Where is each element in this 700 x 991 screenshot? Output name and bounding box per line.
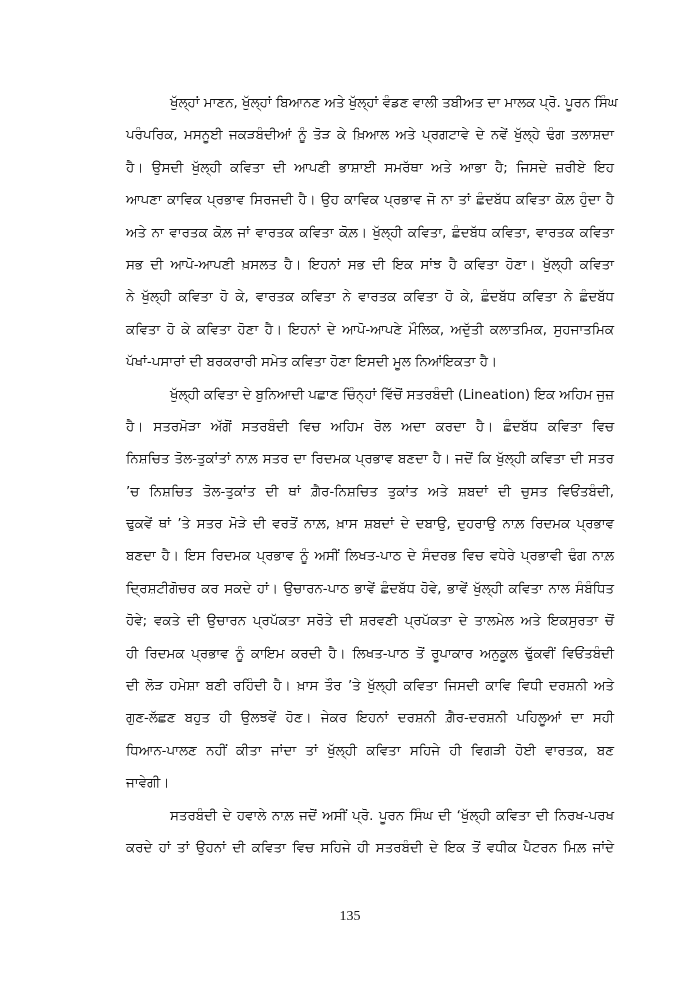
paragraph-2 [126,380,614,801]
text-line: ਗੁਣ-ਲੱਛਣ ਬਹੁਤ ਹੀ ਉਲਝਵੇਂ ਹੋਣ। ਜੇਕਰ ਇਹਨਾਂ ਦਰਸ਼ਨੀ ਗ਼ੈਰ-ਦਰਸ਼ਨੀ ਪਹਿਲੂਆਂ ਦਾ ਸਹੀ [126,711,614,727]
document-page-body [126,88,618,865]
text-line: ਹੀ ਰਿਦਮਕ ਪ੍ਰਭਾਵ ਨੂੰ ਕਾਇਮ ਕਰਦੀ ਹੈ। ਲਿਖਤ-ਪਾਠ ਤੋਂ ਰੂਪਾਕਾਰ ਅਨੁਕੂਲ ਢੁੱਕਵੀਂ ਵਿਓਂਤਬੰਦੀ [126,646,614,662]
text-line: ਕਵਿਤਾ ਹੋ ਕੇ ਕਵਿਤਾ ਹੋਣਾ ਹੈ। ਇਹਨਾਂ ਦੇ ਆਪੋ-ਆਪਣੇ ਮੌਲਿਕ, ਅਦੁੱਤੀ ਕਲਾਤਮਿਕ, ਸੁਹਜਾਤਮਿਕ [126,322,614,338]
text-line: ਹੋਵੇ; ਵਕਤੇ ਦੀ ਉਚਾਰਨ ਪ੍ਰਪੱਕਤਾ ਸਰੋਤੇ ਦੀ ਸ਼ਰਵਣੀ ਪ੍ਰਪੱਕਤਾ ਦੇ ਤਾਲਮੇਲ ਅਤੇ ਇਕਸੁਰਤਾ ਚੋਂ [126,614,614,630]
text-line: ਦੀ ਲੋੜ ਹਮੇਸ਼ਾ ਬਣੀ ਰਹਿੰਦੀ ਹੈ। ਖ਼ਾਸ ਤੌਰ ’ਤੇ ਖੁੱਲ੍ਹੀ ਕਵਿਤਾ ਜਿਸਦੀ ਕਾਵਿ ਵਿਧੀ ਦਰਸ਼ਨੀ ਅਤੇ [126,679,614,695]
text-line: ਖੁੱਲ੍ਹੀ ਕਵਿਤਾ ਦੇ ਬੁਨਿਆਦੀ ਪਛਾਣ ਚਿੰਨ੍ਹਾਂ ਵਿੱਚੋਂ ਸਤਰਬੰਦੀ (Lineation) ਇਕ ਅਹਿਮ ਜੁਜ਼ [170,387,614,403]
text-line: ਅਤੇ ਨਾ ਵਾਰਤਕ ਕੋਲ਼ ਜਾਂ ਵਾਰਤਕ ਕਵਿਤਾ ਕੋਲ਼। ਖੁੱਲ੍ਹੀ ਕਵਿਤਾ, ਛੰਦਬੱਧ ਕਵਿਤਾ, ਵਾਰਤਕ ਕਵਿਤਾ [126,225,614,241]
text-line: ਨਿਸ਼ਚਿਤ ਤੋਲ-ਤੁਕਾਂਤਾਂ ਨਾਲ਼ ਸਤਰ ਦਾ ਰਿਦਮਕ ਪ੍ਰਭਾਵ ਬਣਦਾ ਹੈ। ਜਦੋਂ ਕਿ ਖੁੱਲ੍ਹੀ ਕਵਿਤਾ ਦੀ ਸਤਰ [126,452,614,468]
paragraph-3 [126,801,614,866]
text-line: ਢੁਕਵੇਂ ਥਾਂ ’ਤੇ ਸਤਰ ਮੋੜੇ ਦੀ ਵਰਤੋਂ ਨਾਲ਼, ਖ਼ਾਸ ਸ਼ਬਦਾਂ ਦੇ ਦਬਾਉ, ਦੁਹਰਾਉ ਨਾਲ਼ ਰਿਦਮਕ ਪ੍ਰਭਾਵ [126,517,614,533]
text-line: ਪਰੰਪਰਿਕ, ਮਸਨੂਈ ਜਕੜਬੰਦੀਆਂ ਨੂੰ ਤੋੜ ਕੇ ਖ਼ਿਆਲ ਅਤੇ ਪ੍ਰਗਟਾਵੇ ਦੇ ਨਵੇਂ ਖੁੱਲ੍ਹੇ ਢੰਗ ਤਲਾਸ਼ਦਾ [126,128,614,144]
text-line: ਸਤਰਬੰਦੀ ਦੇ ਹਵਾਲੇ ਨਾਲ਼ ਜਦੋਂ ਅਸੀਂ ਪ੍ਰੋ. ਪੂਰਨ ਸਿੰਘ ਦੀ ‘ਖੁੱਲ੍ਹੀ ਕਵਿਤਾ ਦੀ ਨਿਰਖ-ਪਰਖ [170,808,614,824]
paragraph-1 [126,88,618,380]
text-line: ਖੁੱਲ੍ਹਾਂ ਮਾਣਨ, ਖੁੱਲ੍ਹਾਂ ਬਿਆਨਣ ਅਤੇ ਖੁੱਲ੍ਹਾਂ ਵੰਡਣ ਵਾਲੀ ਤਬੀਅਤ ਦਾ ਮਾਲਕ ਪ੍ਰੋ. ਪੂਰਨ ਸਿੰਘ [170,96,618,111]
page-number: 135 [339,909,361,924]
text-line: ਹੈ। ਉਸਦੀ ਖੁੱਲ੍ਹੀ ਕਵਿਤਾ ਦੀ ਆਪਣੀ ਭਾਸ਼ਾਈ ਸਮਰੱਥਾ ਅਤੇ ਆਭਾ ਹੈ; ਜਿਸਦੇ ਜ਼ਰੀਏ ਇਹ [126,160,614,176]
text-line: ਬਣਦਾ ਹੈ। ਇਸ ਰਿਦਮਕ ਪ੍ਰਭਾਵ ਨੂੰ ਅਸੀਂ ਲਿਖਤ-ਪਾਠ ਦੇ ਸੰਦਰਭ ਵਿਚ ਵਧੇਰੇ ਪ੍ਰਭਾਵੀ ਢੰਗ ਨਾਲ਼ [126,549,614,565]
text-line: ਹੈ। ਸਤਰਮੋੜਾ ਅੱਗੋਂ ਸਤਰਬੰਦੀ ਵਿਚ ਅਹਿਮ ਰੋਲ ਅਦਾ ਕਰਦਾ ਹੈ। ਛੰਦਬੱਧ ਕਵਿਤਾ ਵਿਚ [126,419,614,435]
text-line: ਜਾਵੇਗੀ। [126,776,170,792]
text-line: ਧਿਆਨ-ਪਾਲਣ ਨਹੀਂ ਕੀਤਾ ਜਾਂਦਾ ਤਾਂ ਖੁੱਲ੍ਹੀ ਕਵਿਤਾ ਸਹਿਜੇ ਹੀ ਵਿਗੜੀ ਹੋਈ ਵਾਰਤਕ, ਬਣ [126,743,614,759]
text-line: ਆਪਣਾ ਕਾਵਿਕ ਪ੍ਰਭਾਵ ਸਿਰਜਦੀ ਹੈ। ਉਹ ਕਾਵਿਕ ਪ੍ਰਭਾਵ ਜੋ ਨਾ ਤਾਂ ਛੰਦਬੱਧ ਕਵਿਤਾ ਕੋਲ਼ ਹੁੰਦਾ ਹੈ [126,193,614,209]
text-line: ਦ੍ਰਿਸ਼ਟੀਗੋਚਰ ਕਰ ਸਕਦੇ ਹਾਂ। ਉਚਾਰਨ-ਪਾਠ ਭਾਵੇਂ ਛੰਦਬੱਧ ਹੋਵੇ, ਭਾਵੇਂ ਖੁੱਲ੍ਹੀ ਕਵਿਤਾ ਨਾਲ ਸੰਬੰਧਿਤ [126,581,614,597]
text-line: ਪੱਖਾਂ-ਪਸਾਰਾਂ ਦੀ ਬਰਕਰਾਰੀ ਸਮੇਤ ਕਵਿਤਾ ਹੋਣਾ ਇਸਦੀ ਮੂਲ ਨਿਆਂਇਕਤਾ ਹੈ। [126,355,497,371]
text-line: ਨੇ ਖੁੱਲ੍ਹੀ ਕਵਿਤਾ ਹੋ ਕੇ, ਵਾਰਤਕ ਕਵਿਤਾ ਨੇ ਵਾਰਤਕ ਕਵਿਤਾ ਹੋ ਕੇ, ਛੰਦਬੱਧ ਕਵਿਤਾ ਨੇ ਛੰਦਬੱਧ [126,290,614,306]
text-line: ਕਰਦੇ ਹਾਂ ਤਾਂ ਉਹਨਾਂ ਦੀ ਕਵਿਤਾ ਵਿਚ ਸਹਿਜੇ ਹੀ ਸਤਰਬੰਦੀ ਦੇ ਇਕ ਤੋਂ ਵਧੀਕ ਪੈਟਰਨ ਮਿਲ਼ ਜਾਂਦੇ [126,840,614,856]
text-line: ’ਚ ਨਿਸ਼ਚਿਤ ਤੋਲ-ਤੁਕਾਂਤ ਦੀ ਥਾਂ ਗ਼ੈਰ-ਨਿਸ਼ਚਿਤ ਤੁਕਾਂਤ ਅਤੇ ਸ਼ਬਦਾਂ ਦੀ ਚੁਸਤ ਵਿਓਂਤਬੰਦੀ, [126,484,614,500]
text-line: ਸਭ ਦੀ ਆਪੋ-ਆਪਣੀ ਖ਼ਸਲਤ ਹੈ। ਇਹਨਾਂ ਸਭ ਦੀ ਇਕ ਸਾਂਝ ਹੈ ਕਵਿਤਾ ਹੋਣਾ। ਖੁੱਲ੍ਹੀ ਕਵਿਤਾ [126,257,614,273]
